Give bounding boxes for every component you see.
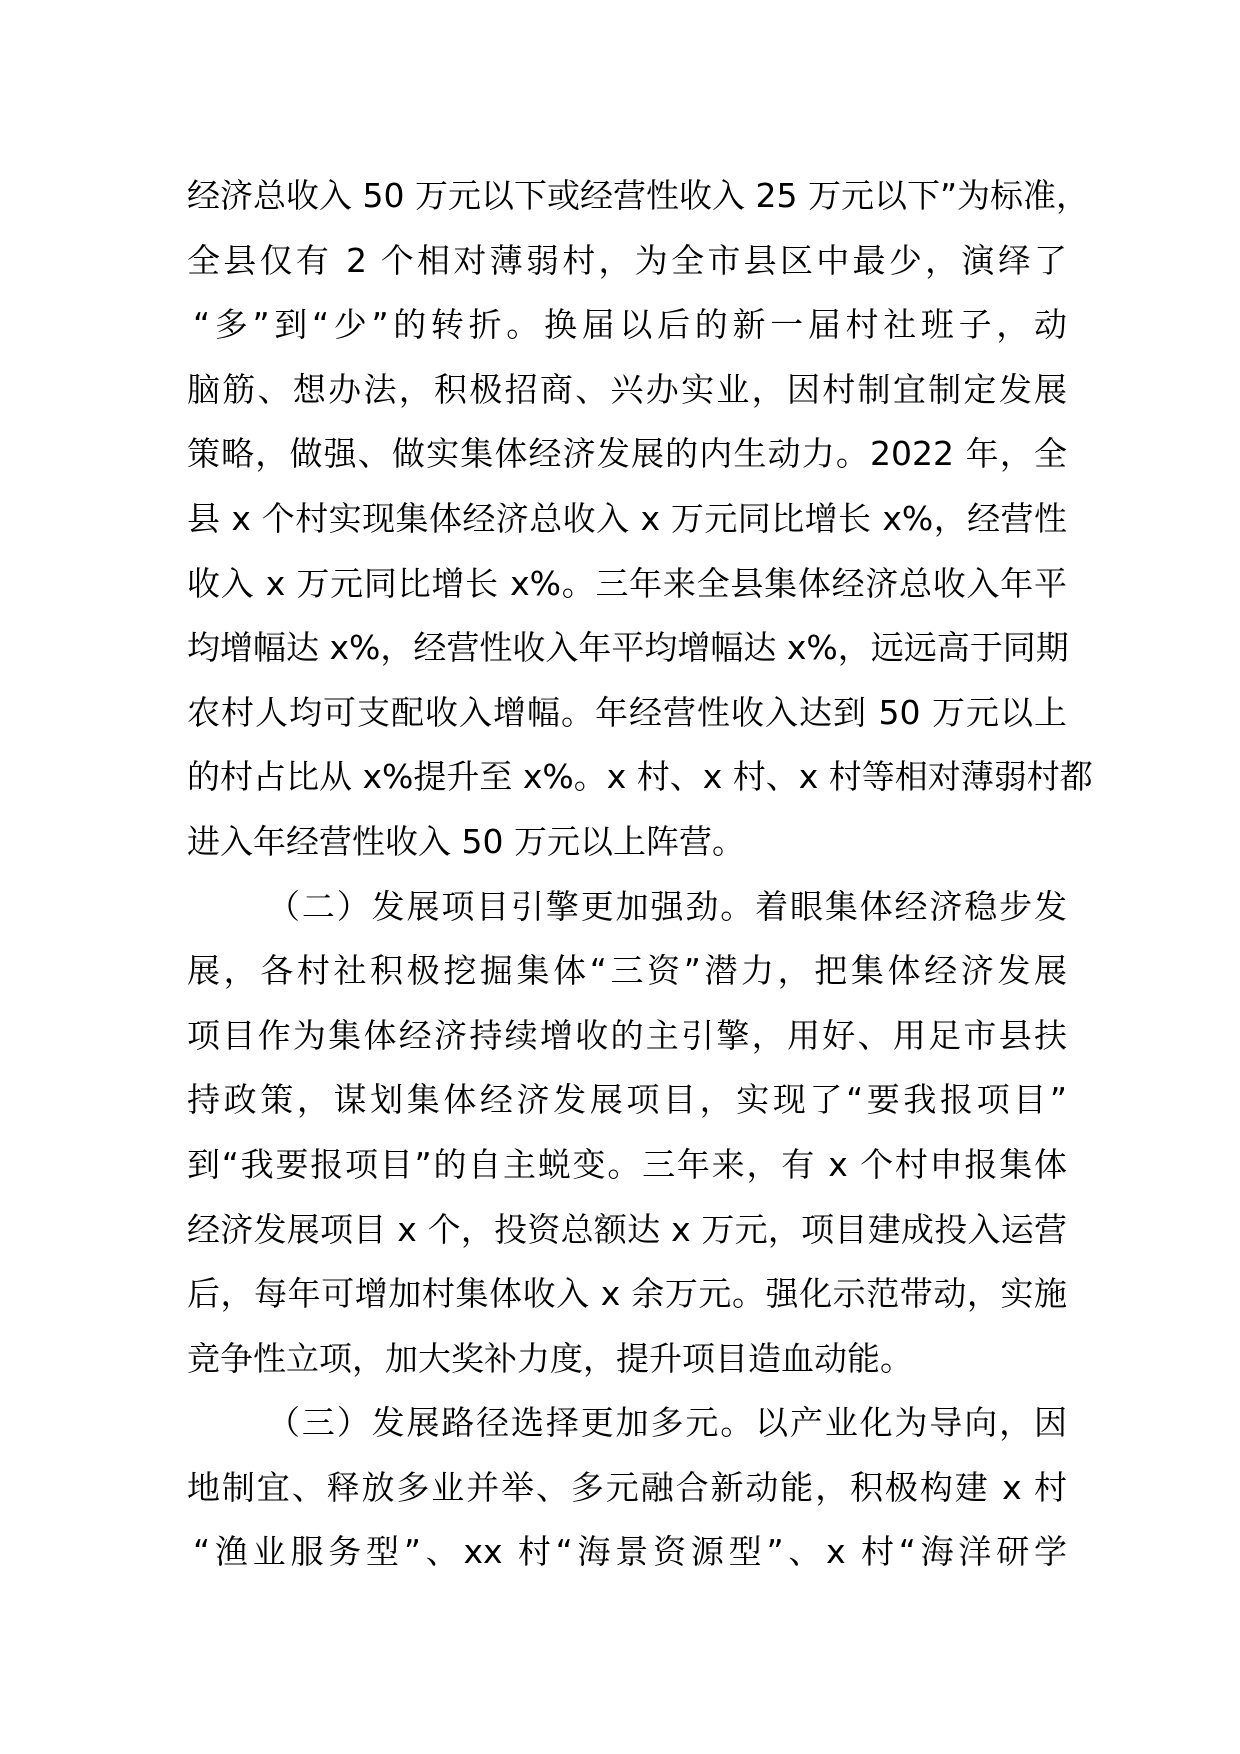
text-line: 脑筋、想办法，积极招商、兴办实业，因村制宜制定发展 [187,369,1067,409]
body-text [187,164,1093,1585]
paragraph-end-line: 竞争性立项，加大奖补力度，提升项目造血动能。 [187,1338,913,1378]
text-line: 策略，做强、做实集体经济发展的内生动力。2022 年，全 [187,434,1067,474]
text-line: 全县仅有 2 个相对薄弱村，为全市县区中最少，演绎了 [187,240,1067,280]
text-line: 经济发展项目 x 个，投资总额达 x 万元，项目建成投入运营 [187,1209,1067,1249]
text-line: 持政策，谋划集体经济发展项目，实现了“要我报项目” [187,1080,1067,1120]
text-line: 展，各村社积极挖掘集体“三资”潜力，把集体经济发展 [187,951,1067,991]
text-line: 项目作为集体经济持续增收的主引擎，用好、用足市县扶 [187,1015,1067,1055]
text-line: 收入 x 万元同比增长 x%。三年来全县集体经济总收入年平 [187,563,1067,603]
section-heading-line: （三）发展路径选择更加多元。以产业化为导向，因 [267,1403,1067,1443]
text-line: 农村人均可支配收入增幅。年经营性收入达到 50 万元以上 [187,692,1067,732]
text-line: 经济总收入 50 万元以下或经营性收入 25 万元以下”为标准， [187,176,1090,215]
text-line: “多”到“少”的转折。换届以后的新一届村社班子，动 [193,305,1067,345]
text-line: 到“我要报项目”的自主蜕变。三年来，有 x 个村申报集体 [187,1144,1067,1184]
text-line: 后，每年可增加村集体收入 x 余万元。强化示范带动，实施 [187,1274,1067,1314]
text-line: 的村占比从 x%提升至 x%。x 村、x 村、x 村等相对薄弱村都 [187,757,1093,797]
section-heading-line: （二）发展项目引擎更加强劲。着眼集体经济稳步发 [267,886,1067,926]
text-line: 县 x 个村实现集体经济总收入 x 万元同比增长 x%，经营性 [187,498,1067,538]
paragraph-end-line: 进入年经营性收入 50 万元以上阵营。 [187,821,745,861]
text-line: 均增幅达 x%，经营性收入年平均增幅达 x%，远远高于同期 [187,628,1069,668]
text-line: 地制宜、释放多业并举、多元融合新动能，积极构建 x 村 [187,1467,1067,1507]
text-line: “渔业服务型”、xx 村“海景资源型”、x 村“海洋研学 [193,1532,1067,1572]
